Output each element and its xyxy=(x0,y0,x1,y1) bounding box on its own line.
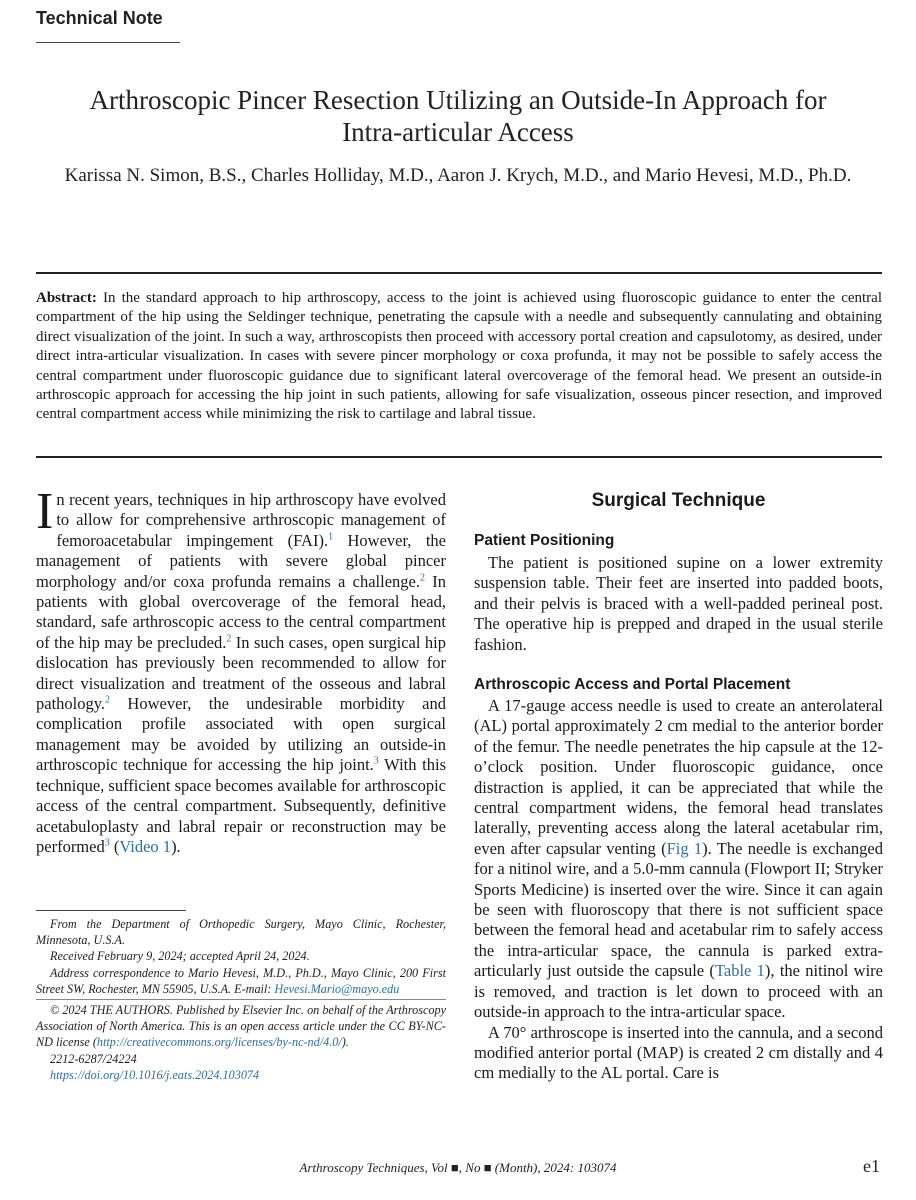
figure-link[interactable]: Fig 1 xyxy=(666,838,703,858)
abstract-bottom-rule xyxy=(36,456,882,458)
page-number: e1 xyxy=(863,1156,880,1176)
affiliation-note: From the Department of Orthopedic Surgery, Mayo Clinic, Rochester, Minnesota, U.S.A. xyxy=(36,917,446,948)
copyright-note: © 2024 THE AUTHORS. Published by Elsevier Inc. on behalf of the Arthroscopy Association of North America. This is an open access article under the CC BY-NC-ND license (http://creativecommons.org/licenses/by-nc-nd/4.0/). xyxy=(36,1003,446,1050)
paragraph: The patient is positioned supine on a lower extremity suspension table. Their feet are inserted into padded boots, and their pelvis is braced with a well-padded perineal post. The operative hip is prepped and draped in the usual sterile fashion. xyxy=(474,553,883,654)
doi-link[interactable]: https://doi.org/10.1016/j.eats.2024.103074 xyxy=(50,1067,260,1082)
citation-ref[interactable]: 3 xyxy=(104,837,110,849)
paragraph: A 17-gauge access needle is used to create an anterolateral (AL) portal approximately 2 cm medial to the anterior border of the femur. The needle penetrates the hip capsule at the 12-o’clock position. Under fluoroscopic guidance, once distraction is applied, it can be appreciated that while the central compartment widens, the femoral head translates laterally, preventing access along the lateral acetabular rim, even after capsular venting (Fig 1). The needle is exchanged for a nitinol wire, and a 5.0-mm cannula (Flowport II; Stryker Sports Medicine) is inserted over the wire. Since it can again be seen with fluoroscopy that there is not sufficient space between the femoral head and acetabular rim to safely access the intra-articular space, the cannula is parked extra-articularly just outside the capsule (Table 1), the nitinol wire is removed, and traction is let down to proceed with an outside-in approach to the intra-articular space. xyxy=(474,696,884,1022)
intro-text: n recent years, techniques in hip arthroscopy have evolved to allow for comprehensive arthroscopic management of femoroacetabular impingement (FAI). xyxy=(56,490,446,550)
abstract-top-rule xyxy=(36,272,882,274)
patient-positioning-heading: Patient Positioning xyxy=(474,532,615,549)
intro-text: In patients with global overcoverage of the femoral head, standard, safe arthroscopic access to the central compartment of the hip may be precluded. xyxy=(36,571,446,652)
surgical-technique-heading: Surgical Technique xyxy=(591,490,766,511)
paragraph: A 70° arthroscope is inserted into the cannula, and a second modified anterior portal (MAP) is created 2 cm distally and 4 cm medially to the AL portal. Care is xyxy=(474,1022,883,1083)
correspondence-note: Address correspondence to Mario Hevesi, M.D., Ph.D., Mayo Clinic, 200 First Street SW, Rochester, MN 55905, U.S.A. E-mail: Hevesi.Mario@mayo.edu xyxy=(36,965,446,996)
citation-ref[interactable]: 2 xyxy=(105,694,111,706)
table-link[interactable]: Table 1 xyxy=(714,961,765,981)
footnote-divider xyxy=(36,999,446,1000)
abstract-label: Abstract: xyxy=(36,290,97,306)
received-note: Received February 9, 2024; accepted April 24, 2024. xyxy=(50,949,310,964)
citation-ref[interactable]: 3 xyxy=(373,755,379,767)
license-link[interactable]: http://creativecommons.org/licenses/by-nc-nd/4.0/ xyxy=(96,1035,342,1050)
citation-ref[interactable]: 2 xyxy=(226,633,232,645)
intro-text: With this technique, sufficient space becomes available for arthroscopic access of the central compartment. Subsequently, definitive acetabuloplasty and labral repair or reconstruction may be performed xyxy=(36,755,446,856)
video-link[interactable]: Video 1 xyxy=(119,836,172,856)
issn-note: 2212-6287/24224 xyxy=(50,1051,137,1066)
abstract-text: In the standard approach to hip arthroscopy, access to the joint is achieved using fluoroscopic guidance to enter the central compartment of the hip using the Seldinger technique, penetrating the capsule with a needle and subsequently cannulating and obtaining direct visualization of the joint. In such a way, arthroscopists then proceed with accessory portal creation and capsulotomy, as desired, under direct intra-articular visualization. In cases with severe pincer morphology or coxa profunda, it may not be possible to safely access the central compartment under fluoroscopic guidance due to significant lateral overcoverage of the femoral head. We present an outside-in arthroscopic approach for accessing the hip joint in such patients, allowing for safe visualization, osseous pincer resection, and improved central compartment access while minimizing the risk to cartilage and labral tissue. xyxy=(36,290,883,423)
section-label: Technical Note xyxy=(36,8,163,28)
intro-text: However, the undesirable morbidity and complication profile associated with open surgical management may be avoided by utilizing an outside-in arthroscopic technique for accessing the hip joint. xyxy=(36,694,446,775)
section-label-underline xyxy=(36,42,180,43)
drop-cap: I xyxy=(36,483,54,540)
intro-text: ( xyxy=(109,836,120,856)
email-link[interactable]: Hevesi.Mario@mayo.edu xyxy=(274,981,400,996)
intro-text: ). xyxy=(171,836,181,856)
running-footer: Arthroscopy Techniques, Vol ■, No ■ (Month), 2024: 103074 xyxy=(299,1160,617,1175)
article-title: Arthroscopic Pincer Resection Utilizing an Outside-In Approach for Intra-articular Access xyxy=(89,85,827,147)
footnotes xyxy=(36,916,446,1083)
citation-ref[interactable]: 2 xyxy=(419,572,425,584)
footnote-rule xyxy=(36,910,186,911)
abstract xyxy=(36,289,882,425)
author-list: Karissa N. Simon, B.S., Charles Holliday, M.D., Aaron J. Krych, M.D., and Mario Hevesi, M.D., Ph.D. xyxy=(64,165,852,186)
portal-placement-heading: Arthroscopic Access and Portal Placement xyxy=(474,676,791,693)
intro-text: In such cases, open surgical hip dislocation has previously been recommended to allow for direct visualization and treatment of the osseous and labral pathology. xyxy=(36,632,446,714)
introduction xyxy=(36,483,446,857)
patient-positioning-text xyxy=(474,553,883,655)
citation-ref[interactable]: 1 xyxy=(328,531,334,543)
portal-placement-text xyxy=(474,696,883,1084)
intro-text: However, the management of patients with severe global pincer morphology and/or coxa profunda remains a challenge. xyxy=(36,530,446,591)
